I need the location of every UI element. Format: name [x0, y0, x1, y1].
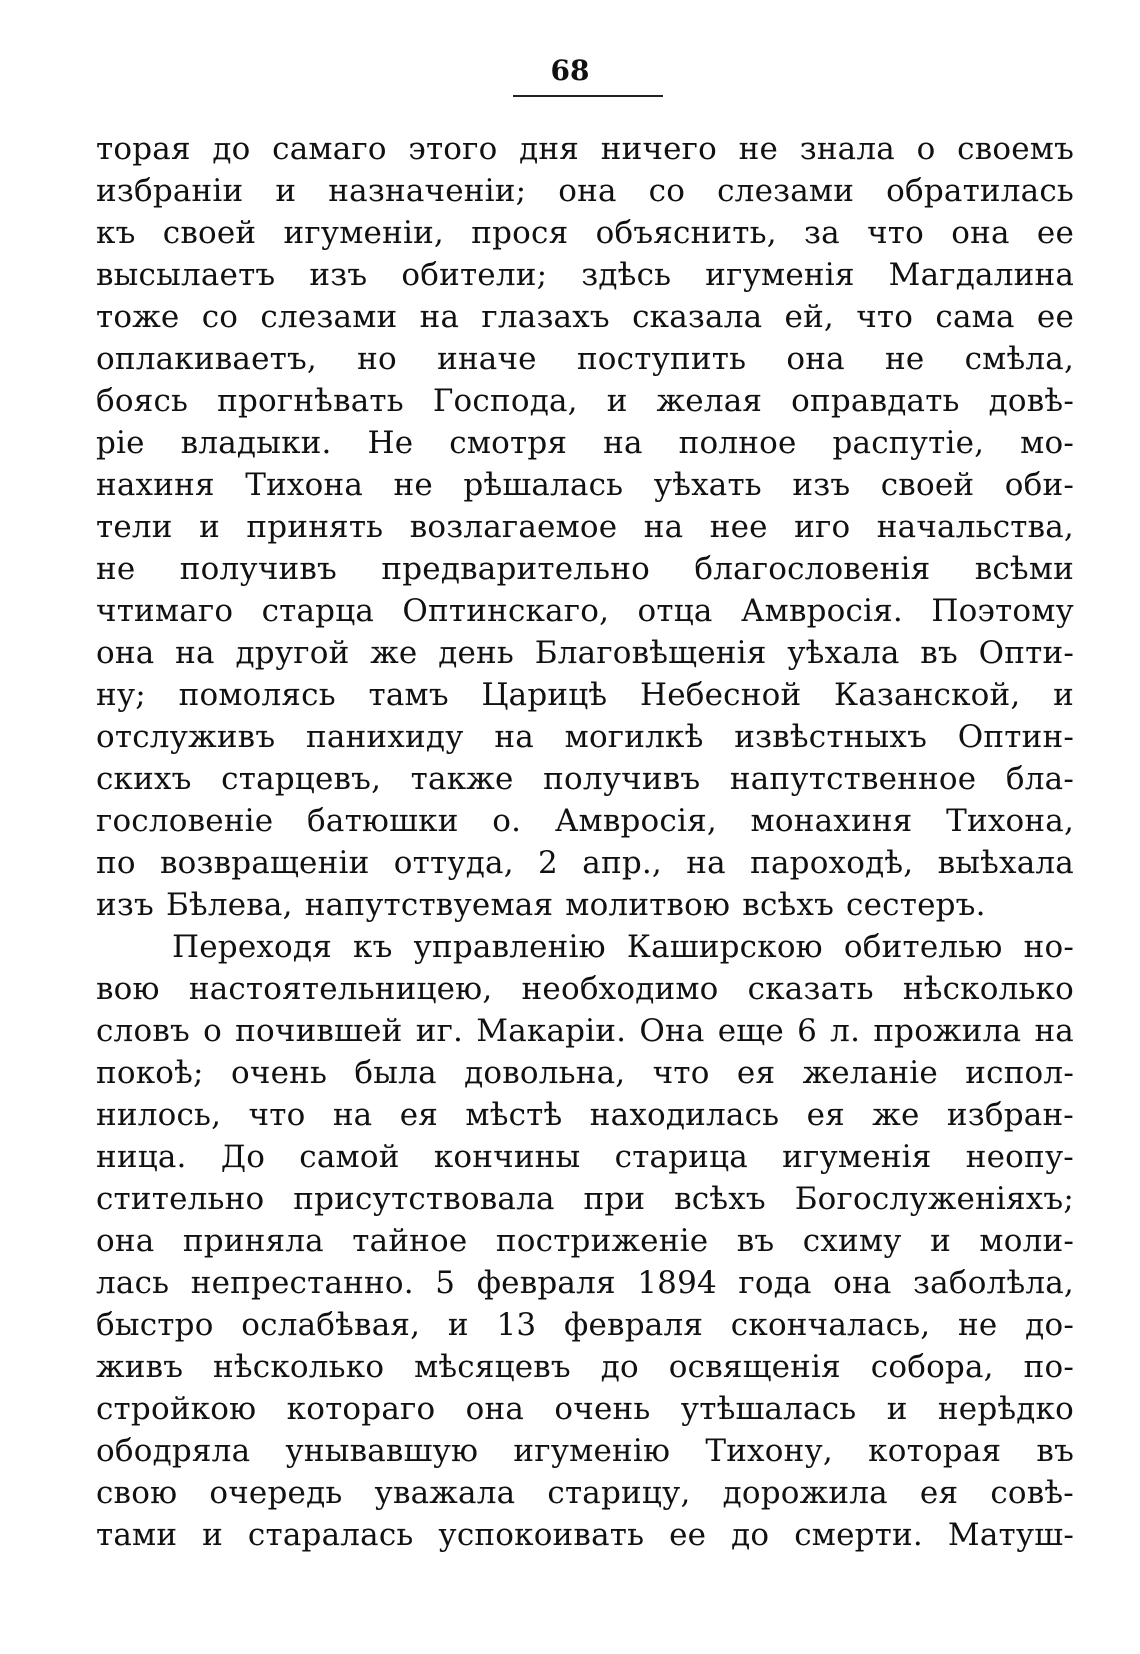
paragraph-2 — [96, 926, 1074, 1556]
paragraph-1 — [96, 128, 1074, 926]
text-line: словъ о почившей иг. Макаріи. Она еще 6 л. прожила на — [96, 1013, 1074, 1049]
text-line: ну; помолясь тамъ Царицѣ Небесной Казанской, и — [96, 677, 1074, 713]
text-line: стительно присутствовала при всѣхъ Богослуженіяхъ; — [96, 1181, 1074, 1217]
text-line: къ своей игуменіи, прося объяснить, за что она ее — [96, 215, 1074, 251]
page-header — [0, 54, 1140, 88]
text-line: лась непрестанно. 5 февраля 1894 года она заболѣла, — [96, 1265, 1074, 1301]
text-line: торая до самаго этого дня ничего не знала о своемъ — [96, 131, 1074, 167]
text-line: избраніи и назначеніи; она со слезами обратилась — [96, 173, 1074, 209]
text-line: боясь прогнѣвать Господа, и желая оправдать довѣ- — [96, 383, 1074, 419]
text-line: она приняла тайное постриженіе въ схиму и моли- — [96, 1223, 1074, 1259]
text-line: быстро ослабѣвая, и 13 февраля скончалась, не до- — [96, 1307, 1074, 1343]
text-line: Переходя къ управленію Каширскою обителью но- — [172, 929, 1074, 965]
text-line: высылаетъ изъ обители; здѣсь игуменія Магдалина — [96, 257, 1074, 293]
text-line: тели и принять возлагаемое на нее иго начальства, — [96, 509, 1074, 545]
text-line: изъ Бѣлева, напутствуемая молитвою всѣхъ сестеръ. — [96, 887, 986, 923]
text-line: стройкою котораго она очень утѣшалась и нерѣдко — [96, 1391, 1074, 1427]
text-line: тами и старалась успокоивать ее до смерти. Матуш- — [96, 1517, 1074, 1553]
text-line: ница. До самой кончины старица игуменія неопу- — [96, 1139, 1074, 1175]
text-line: ободряла унывавшую игуменію Тихону, которая въ — [96, 1433, 1074, 1469]
header-rule — [513, 95, 663, 97]
text-line: живъ нѣсколько мѣсяцевъ до освященія собора, по- — [96, 1349, 1074, 1385]
text-line: ріе владыки. Не смотря на полное распутіе, мо- — [96, 425, 1074, 461]
text-line: гословеніе батюшки о. Амвросія, монахиня Тихона, — [96, 803, 1074, 839]
text-line: скихъ старцевъ, также получивъ напутственное бла- — [96, 761, 1074, 797]
text-line: оплакиваетъ, но иначе поступить она не смѣла, — [96, 341, 1074, 377]
text-line: вою настоятельницею, необходимо сказать нѣсколько — [96, 971, 1074, 1007]
text-line: не получивъ предварительно благословенія всѣми — [96, 551, 1074, 587]
text-line: нилось, что на ея мѣстѣ находилась ея же избран- — [96, 1097, 1074, 1133]
text-line: нахиня Тихона не рѣшалась уѣхать изъ своей оби- — [96, 467, 1074, 503]
text-line: покоѣ; очень была довольна, что ея желаніе испол- — [96, 1055, 1074, 1091]
text-line: тоже со слезами на глазахъ сказала ей, что сама ее — [96, 299, 1074, 335]
text-line: чтимаго старца Оптинскаго, отца Амвросія. Поэтому — [96, 593, 1074, 629]
page-number: 68 — [550, 54, 590, 87]
text-line: она на другой же день Благовѣщенія уѣхала въ Опти- — [96, 635, 1074, 671]
text-line: по возвращеніи оттуда, 2 апр., на пароходѣ, выѣхала — [96, 845, 1074, 881]
text-line: свою очередь уважала старицу, дорожила ея совѣ- — [96, 1475, 1074, 1511]
text-line: отслуживъ панихиду на могилкѣ извѣстныхъ Оптин- — [96, 719, 1074, 755]
body-text — [96, 128, 1074, 1556]
